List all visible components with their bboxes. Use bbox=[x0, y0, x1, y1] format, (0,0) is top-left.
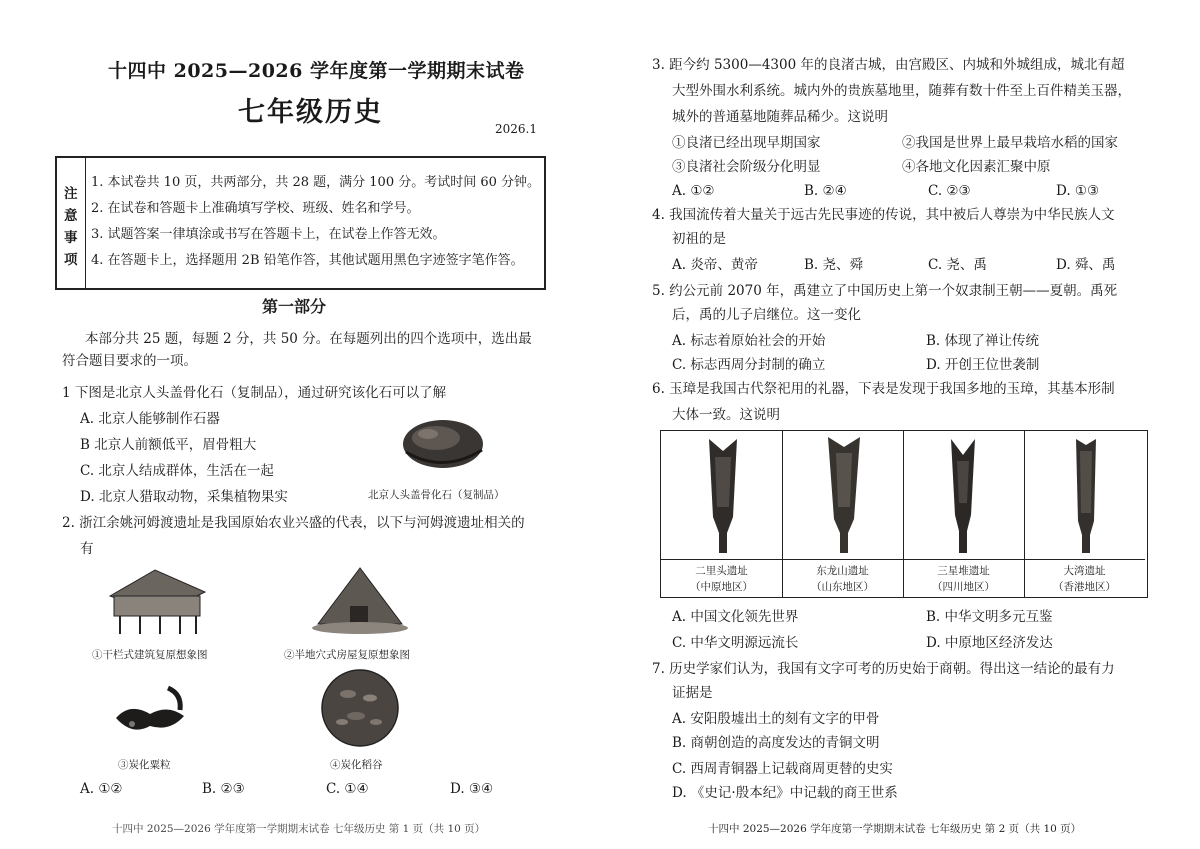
image-caption: ④炭化稻谷 bbox=[330, 759, 383, 771]
option: A. 安阳殷墟出土的刻有文字的甲骨 bbox=[672, 711, 880, 727]
option: B. 体现了禅让传统 bbox=[926, 333, 1040, 349]
question-stem: 城外的普通墓地随葬品稀少。这说明 bbox=[672, 109, 888, 125]
section-title: 第一部分 bbox=[262, 297, 327, 316]
jade-zhang-image bbox=[1066, 437, 1106, 555]
option: C. 西周青铜器上记载商周更替的史实 bbox=[672, 761, 893, 777]
question-stem: 大型外围水利系统。城内外的贵族墓地里，随葬有数十件至上百件精美玉器， bbox=[672, 83, 1131, 99]
question-stem: 有 bbox=[80, 541, 94, 557]
option: C. 北京人结成群体，生活在一起 bbox=[80, 463, 274, 479]
statement: ②我国是世界上最早栽培水稻的国家 bbox=[902, 135, 1118, 151]
notice-box bbox=[55, 156, 546, 290]
subject-title: 七年级历史 bbox=[238, 97, 383, 128]
question-stem: 4. 我国流传着大量关于远古先民事迹的传说，其中被后人尊崇为中华民族人文 bbox=[652, 207, 1115, 223]
option: D. ①③ bbox=[1056, 183, 1100, 199]
jade-caption: 二里头遗址 （中原地区） bbox=[661, 559, 782, 597]
exam-date: 2026.1 bbox=[495, 122, 537, 136]
exam-title: 十四中 2025—2026 学年度第一学期期末试卷 bbox=[108, 60, 525, 82]
notice-item: 2. 在试卷和答题卡上准确填写学校、班级、姓名和学号。 bbox=[91, 201, 420, 216]
statement: ①良渚已经出现早期国家 bbox=[672, 135, 821, 151]
question-stem: 证据是 bbox=[672, 685, 713, 701]
image-caption: ①干栏式建筑复原想象图 bbox=[92, 649, 208, 661]
option: A. 标志着原始社会的开始 bbox=[672, 333, 826, 349]
option: A. 北京人能够制作石器 bbox=[80, 411, 220, 427]
jade-table-cell bbox=[661, 431, 783, 597]
question-stem: 2. 浙江余姚河姆渡遗址是我国原始农业兴盛的代表，以下与河姆渡遗址相关的 bbox=[62, 515, 525, 531]
option: C. 尧、禹 bbox=[928, 257, 987, 273]
image-caption: ②半地穴式房屋复原想象图 bbox=[284, 649, 410, 661]
option: D. ③④ bbox=[450, 781, 494, 797]
question-stem: 大体一致。这说明 bbox=[672, 407, 780, 423]
option: C. 中华文明源远流长 bbox=[672, 635, 799, 651]
option: D. 开创王位世袭制 bbox=[926, 357, 1040, 373]
option: D. 《史记·殷本纪》中记载的商王世系 bbox=[672, 785, 898, 801]
option: D. 中原地区经济发达 bbox=[926, 635, 1053, 651]
notice-item: 3. 试题答案一律填涂或书写在答题卡上，在试卷上作答无效。 bbox=[91, 227, 446, 242]
question-stem: 1 下图是北京人头盖骨化石（复制品），通过研究该化石可以了解 bbox=[62, 385, 447, 401]
option: A. ①② bbox=[672, 183, 715, 199]
question-stem: 5. 约公元前 2070 年，禹建立了中国历史上第一个奴隶制王朝——夏朝。禹死 bbox=[652, 283, 1118, 299]
option: B. 中华文明多元互鉴 bbox=[926, 609, 1053, 625]
stilt-house-image bbox=[100, 566, 210, 636]
notice-item: 4. 在答题卡上，选择题用 2B 铅笔作答，其他试题用黑色字迹签字笔作答。 bbox=[91, 253, 524, 268]
section-intro: 本部分共 25 题，每题 2 分，共 50 分。在每题列出的四个选项中，选出最 bbox=[85, 331, 532, 347]
jade-caption: 东龙山遗址 （山东地区） bbox=[782, 559, 903, 597]
option: B. 尧、舜 bbox=[804, 257, 864, 273]
option: D. 舜、禹 bbox=[1056, 257, 1116, 273]
option: B. 商朝创造的高度发达的青铜文明 bbox=[672, 735, 880, 751]
carbonized-millet-image bbox=[110, 680, 190, 750]
option: A. 炎帝、黄帝 bbox=[672, 257, 758, 273]
question-stem: 后，禹的儿子启继位。这一变化 bbox=[672, 307, 861, 323]
option: B. ②③ bbox=[202, 781, 245, 797]
jade-zhang-table bbox=[660, 430, 1148, 598]
jade-zhang-image bbox=[943, 437, 983, 555]
jade-zhang-image bbox=[703, 437, 743, 555]
page-footer: 十四中 2025—2026 学年度第一学期期末试卷 七年级历史 第 1 页（共 10 页） bbox=[112, 823, 486, 835]
jade-caption: 大湾遗址 （香港地区） bbox=[1024, 559, 1145, 597]
semi-pit-house-image bbox=[310, 566, 410, 636]
option: A. 中国文化领先世界 bbox=[672, 609, 799, 625]
jade-table-cell bbox=[903, 431, 1025, 597]
question-stem: 7. 历史学家们认为，我国有文字可考的历史始于商朝。得出这一结论的最有力 bbox=[652, 661, 1115, 677]
statement: ④各地文化因素汇聚中原 bbox=[902, 159, 1051, 175]
page-footer: 十四中 2025—2026 学年度第一学期期末试卷 七年级历史 第 2 页（共 10 页） bbox=[708, 823, 1082, 835]
option: D. 北京人猎取动物，采集植物果实 bbox=[80, 489, 288, 505]
question-stem: 初祖的是 bbox=[672, 231, 726, 247]
notice-label: 注 意 事 项 bbox=[57, 158, 86, 288]
jade-table-cell bbox=[782, 431, 904, 597]
option: A. ①② bbox=[80, 781, 123, 797]
jade-table-cell bbox=[1024, 431, 1145, 597]
section-intro: 符合题目要求的一项。 bbox=[62, 353, 197, 369]
skull-fossil-image bbox=[398, 412, 488, 474]
option: B. ②④ bbox=[804, 183, 847, 199]
option: C. 标志西周分封制的确立 bbox=[672, 357, 826, 373]
question-stem: 6. 玉璋是我国古代祭祀用的礼器，下表是发现于我国多地的玉璋，其基本形制 bbox=[652, 381, 1115, 397]
notice-item: 1. 本试卷共 10 页，共两部分，共 28 题，满分 100 分。考试时间 60 分钟。 bbox=[91, 175, 541, 190]
image-caption: 北京人头盖骨化石（复制品） bbox=[368, 489, 505, 501]
jade-caption: 三星堆遗址 （四川地区） bbox=[903, 559, 1024, 597]
carbonized-rice-image bbox=[320, 668, 400, 748]
option: C. ①④ bbox=[326, 781, 369, 797]
option: C. ②③ bbox=[928, 183, 971, 199]
option: B 北京人前额低平，眉骨粗大 bbox=[80, 437, 257, 453]
statement: ③良渚社会阶级分化明显 bbox=[672, 159, 821, 175]
image-caption: ③炭化粟粒 bbox=[118, 759, 171, 771]
right-page bbox=[600, 0, 1200, 849]
jade-zhang-image bbox=[824, 435, 864, 555]
question-stem: 3. 距今约 5300—4300 年的良渚古城，由宫殿区、内城和外城组成，城北有超 bbox=[652, 57, 1125, 73]
